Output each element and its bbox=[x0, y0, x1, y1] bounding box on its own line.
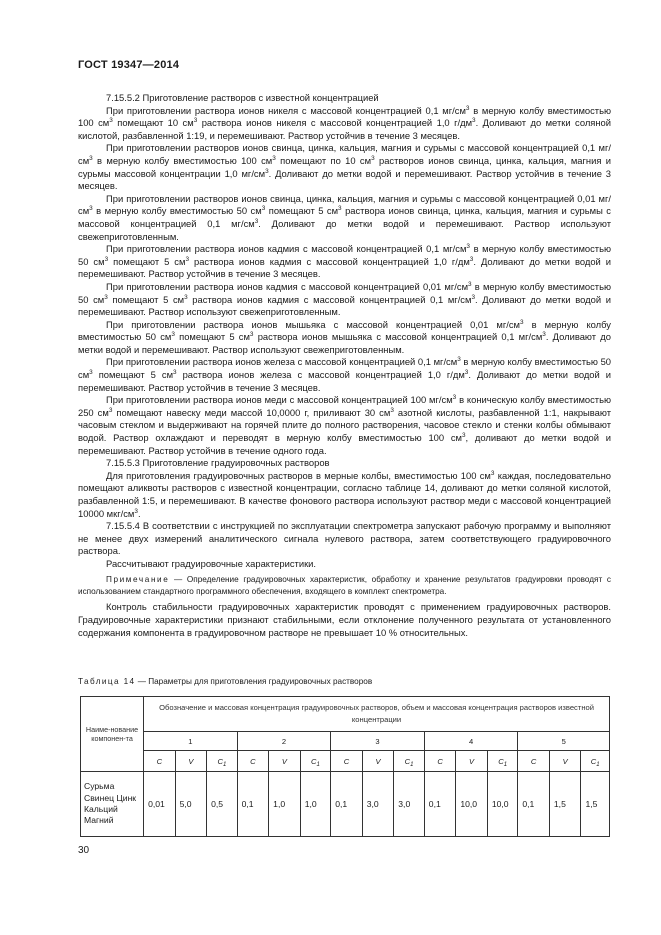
component-names: Сурьма Свинец Цинк Кальций Магний bbox=[81, 772, 144, 837]
subheader-c: С bbox=[518, 751, 550, 772]
table-cell: 0,1 bbox=[237, 772, 269, 837]
table-cell: 1,5 bbox=[549, 772, 581, 837]
subheader-v: V bbox=[175, 751, 207, 772]
table-cell: 0,1 bbox=[424, 772, 456, 837]
paragraph: При приготовлении растворов ионов свинца, цинка, кальция, магния и сурьмы с массовой концентрацией 0,1 $мг/см^3$ в мерную колбу вместимостью 100 $см^3$ помещают по 10 $см^3$ растворов ионов свинца, цинка, кальция, магния и сурьмы массовой концентрации 1,0 $мг/см^3$. Доливают до метки водой и перемешивают. Раствор устойчив в течение 3 месяцев. bbox=[78, 142, 611, 192]
paragraph: При приготовлении раствора ионов кадмия с массовой концентрацией 0,01 $мг/см^3$ в мерную колбу вместимостью 50 $см^3$ помещают 5 $см^3$ раствора ионов кадмия с массовой концентрацией 0,1 $мг/см^3$. Доливают до метки водой и перемешивают. Раствор используют свежеприготовленным. bbox=[78, 280, 612, 318]
column-header-component: Наиме-нование компонен-та bbox=[81, 697, 144, 772]
group-header: 3 bbox=[331, 732, 425, 751]
subheader-c1: $С_1$ bbox=[207, 751, 238, 772]
subheader-c1: $С_1$ bbox=[300, 751, 331, 772]
table-cell: 1,5 bbox=[581, 772, 610, 837]
paragraph: 7.15.5.4 В соответствии с инструкцией по эксплуатации спектрометра запускают рабочую программу и выполняют не менее двух измерений аналитического сигнала нулевого раствора, затем соответствующего градуировочного раствора. bbox=[78, 520, 611, 557]
document-body bbox=[78, 92, 611, 639]
table-cell: 3,0 bbox=[362, 772, 394, 837]
subheader-v: V bbox=[549, 751, 581, 772]
paragraph: При приготовлении раствора ионов меди с массовой концентрацией 100 $мг/см^3$ в коническую колбу вместимостью 250 $см^3$ помещают навеску меди массой 10,0000 г, приливают 30 $см^3$ азотной кислоты, разбавленной 1:1, накрывают часовым стеклом и выдерживают на горячей плите до полного растворения, часовое стекло и стенки колбы обмывают водой. Раствор охлаждают и переводят в мерную колбу вместимостью 100 $см^3$, доливают до метки водой и перемешивают. Раствор устойчив в течение одного года. bbox=[78, 394, 611, 456]
table-cell: 10,0 bbox=[456, 772, 488, 837]
table-cell: 0,1 bbox=[331, 772, 363, 837]
table-cell: 0,5 bbox=[207, 772, 238, 837]
subheader-c: С bbox=[331, 751, 363, 772]
table-caption: Таблица 14 — Параметры для приготовления градуировочных растворов bbox=[78, 677, 373, 686]
subheader-c1: $С_1$ bbox=[394, 751, 425, 772]
subheader-v: V bbox=[456, 751, 488, 772]
table-cell: 1,0 bbox=[300, 772, 331, 837]
subheader-v: V bbox=[269, 751, 301, 772]
parameters-table bbox=[80, 696, 610, 837]
subheader-c1: $С_1$ bbox=[487, 751, 518, 772]
group-header: 1 bbox=[144, 732, 238, 751]
table-row bbox=[81, 772, 610, 837]
table-header-row bbox=[81, 697, 610, 732]
paragraph: При приготовлении раствора ионов железа с массовой концентрацией 0,1 $мг/см^3$ в мерную колбу вместимостью 50 $см^3$ помещают 5 $см^3$ раствора ионов железа с массовой концентрацией 1,0 $г/дм^3$. Доливают до метки водой и перемешивают. Раствор устойчив в течение 3 месяцев. bbox=[78, 356, 612, 393]
subheader-v: V bbox=[362, 751, 394, 772]
document-header: ГОСТ 19347—2014 bbox=[78, 59, 180, 71]
paragraph: При приготовлении раствора ионов мышьяка с массовой концентрацией 0,01 $мг/см^3$ в мерную колбу вместимостью 50 $см^3$ помещают 5 $см^3$ раствора ионов мышьяка с массовой концентрацией 0,1 $мг/см^3$. Доливают до метки водой и перемешивают. Раствор используют свежеприготовленным. bbox=[78, 318, 611, 355]
note: Примечание — Определение градуировочных характеристик, обработку и хранение результатов градуировки проводят с использованием стандартного программного обеспечения, входящего в комплект спектрометра. bbox=[78, 574, 611, 596]
table-subheader-row bbox=[81, 751, 610, 772]
table-group-row bbox=[81, 732, 610, 751]
section-heading: 7.15.5.2 Приготовление растворов с известной концентрацией bbox=[106, 92, 379, 103]
group-header: 4 bbox=[424, 732, 518, 751]
table-cell: 5,0 bbox=[175, 772, 207, 837]
subheader-c: С bbox=[424, 751, 456, 772]
column-header-parameters: Обозначение и массовая концентрация градуировочных растворов, объем и массовая концентрация растворов известной концентрации bbox=[144, 697, 610, 732]
paragraph: Рассчитывают градуировочные характеристики. bbox=[106, 557, 317, 569]
paragraph: При приготовлении растворов ионов свинца, цинка, кальция, магния и сурьмы с массовой концентрацией 0,01 $мг/см^3$ в мерную колбу вместимостью 50 $см^3$ помещают 5 $см^3$ раствора ионов свинца, цинка, кальция, магния и сурьмы с массовой концентрацией 0,1 $мг/см^3$. Доливают до метки водой и перемешивают. Раствор используют свежеприготовленным. bbox=[78, 192, 611, 242]
section-heading: 7.15.5.3 Приготовление градуировочных растворов bbox=[106, 457, 330, 469]
page-number: 30 bbox=[78, 845, 90, 856]
table-cell: 0,1 bbox=[518, 772, 550, 837]
group-header: 5 bbox=[518, 732, 610, 751]
table-cell: 3,0 bbox=[394, 772, 425, 837]
paragraph: Для приготовления градуировочных растворов в мерные колбы, вместимостью 100 $см^3$ каждая, последовательно помещают аликвоты растворов с известной концентрации, согласно таблице 14, доливают до метки соляной кислотой, разбавленной 1:5, и перемешивают. В качестве фонового раствора используют раствор меди с массовой концентрацией 10000 мкг/$см^3$. bbox=[78, 469, 612, 519]
table-cell: 0,01 bbox=[144, 772, 176, 837]
table-cell: 1,0 bbox=[269, 772, 301, 837]
paragraph: При приготовлении раствора ионов кадмия с массовой концентрацией 0,1 $мг/см^3$ в мерную колбу вместимостью 50 $см^3$ помещают 5 $см^3$ раствора ионов кадмия с массовой концентрацией 1,0 $г/дм^3$. Доливают до метки водой и перемешивают. Раствор устойчив в течение 3 месяцев. bbox=[78, 243, 611, 280]
paragraph: Контроль стабильности градуировочных характеристик проводят с применением градуировочных растворов. Градуировочные характеристики признают стабильными, если отклонение полученного результата от установленного содержания компонента в градуировочном растворе не превышает 10 % относительных. bbox=[78, 601, 611, 638]
subheader-c: С bbox=[144, 751, 176, 772]
subheader-c: С bbox=[237, 751, 269, 772]
paragraph: При приготовлении раствора ионов никеля с массовой концентрацией 0,1 $мг/см^3$ в мерную колбу вместимостью 100 $см^3$ помещают 10 $см^3$ раствора ионов никеля с массовой концентрацией 1,0 $г/дм^3$. Доливают до метки соляной кислотой, разбавленной 1:19, и перемешивают. Раствор устойчив в течение 3 месяцев. bbox=[78, 104, 612, 141]
table-cell: 10,0 bbox=[487, 772, 518, 837]
subheader-c1: $С_1$ bbox=[581, 751, 610, 772]
group-header: 2 bbox=[237, 732, 331, 751]
